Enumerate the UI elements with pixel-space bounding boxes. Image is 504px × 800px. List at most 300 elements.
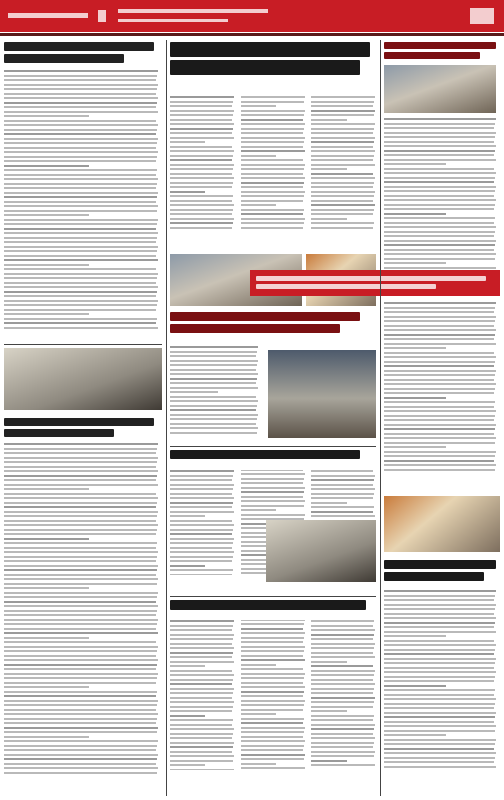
text-line: [170, 688, 234, 690]
text-line: [241, 496, 303, 498]
text-line: [384, 208, 494, 210]
text-line: [311, 191, 375, 193]
text-line: [4, 138, 158, 140]
text-line: [311, 177, 375, 179]
text-line: [170, 387, 258, 389]
text-line: [170, 173, 232, 175]
text-line: [384, 163, 446, 165]
masthead-dateline: [118, 9, 268, 13]
text-line: [384, 595, 495, 597]
text-line: [4, 318, 157, 320]
text-line: [170, 497, 234, 499]
text-line: [170, 742, 234, 744]
text-line: [4, 515, 157, 517]
text-line: [170, 674, 234, 676]
text-line: [4, 264, 89, 266]
text-line: [170, 427, 258, 429]
text-line: [4, 151, 158, 153]
text-line: [241, 159, 303, 161]
text-line: [170, 364, 257, 366]
text-line: [384, 217, 495, 219]
text-line: [170, 155, 233, 157]
text-line: [241, 727, 305, 729]
text-line: [241, 177, 305, 179]
text-line: [170, 697, 232, 699]
text-line: [4, 169, 157, 171]
text-line: [4, 228, 156, 230]
right-photo: [384, 496, 500, 552]
text-line: [311, 719, 373, 721]
text-line: [384, 249, 494, 251]
text-line: [311, 484, 373, 486]
text-line: [241, 700, 305, 702]
text-line: [311, 132, 373, 134]
left-photo-caption: [4, 348, 162, 410]
text-line: [241, 718, 304, 720]
text-line: [170, 409, 256, 411]
masthead-underline: [0, 33, 504, 36]
text-line: [170, 128, 233, 130]
text-line: [241, 632, 305, 634]
text-line: [384, 118, 496, 120]
text-line: [4, 187, 156, 189]
text-line: [311, 186, 373, 188]
text-line: [170, 679, 233, 681]
text-line: [170, 706, 233, 708]
text-line: [384, 424, 496, 426]
text-line: [241, 713, 276, 715]
text-line: [4, 457, 158, 459]
text-line: [170, 565, 205, 567]
text-line: [384, 338, 494, 340]
text-line: [384, 168, 494, 170]
right-story-mid: [384, 302, 500, 490]
text-line: [241, 731, 304, 733]
second-story-photo: [268, 350, 376, 438]
text-line: [4, 120, 156, 122]
text-line: [384, 653, 494, 655]
text-line: [4, 754, 158, 756]
text-line: [311, 204, 375, 206]
text-line: [241, 722, 303, 724]
text-line: [384, 145, 496, 147]
text-line: [4, 295, 156, 297]
text-line: [311, 150, 375, 152]
text-line: [384, 159, 496, 161]
text-line: [170, 661, 234, 663]
text-line: [170, 710, 232, 712]
text-line: [4, 565, 158, 567]
text-line: [170, 547, 232, 549]
text-line: [4, 569, 157, 571]
text-line: [170, 569, 233, 571]
text-line: [170, 634, 234, 636]
text-line: [4, 174, 156, 176]
text-line: [311, 625, 373, 627]
text-line: [311, 502, 346, 504]
text-line: [4, 183, 157, 185]
text-line: [311, 724, 375, 726]
text-line: [4, 88, 157, 90]
text-line: [384, 739, 496, 741]
text-line: [241, 514, 305, 516]
text-line: [311, 647, 374, 649]
text-line: [384, 689, 495, 691]
text-line: [170, 560, 232, 562]
text-line: [241, 222, 304, 224]
text-line: [384, 716, 495, 718]
text-line: [170, 683, 232, 685]
text-line: [241, 218, 305, 220]
text-line: [4, 551, 158, 553]
text-line: [4, 601, 156, 603]
text-line: [384, 721, 494, 723]
text-line: [4, 165, 89, 167]
text-line: [4, 309, 156, 311]
text-line: [170, 123, 234, 125]
text-line: [384, 446, 446, 448]
text-line: [241, 655, 303, 657]
text-line: [4, 156, 157, 158]
text-line: [170, 168, 233, 170]
text-line: [241, 650, 304, 652]
text-line: [241, 150, 305, 152]
text-line: [384, 213, 446, 215]
text-line: [311, 733, 373, 735]
text-line: [311, 173, 373, 175]
text-line: [4, 102, 157, 104]
text-line: [4, 452, 156, 454]
text-line: [4, 686, 89, 688]
text-line: [4, 673, 158, 675]
text-line: [4, 268, 156, 270]
text-line: [384, 604, 496, 606]
text-line: [170, 746, 233, 748]
text-line: [384, 132, 496, 134]
text-line: [384, 442, 495, 444]
text-line: [241, 487, 305, 489]
text-line: [384, 712, 496, 714]
text-line: [311, 164, 375, 166]
text-line: [241, 114, 304, 116]
text-line: [311, 643, 375, 645]
text-line: [4, 578, 158, 580]
text-line: [4, 709, 156, 711]
text-line: [170, 177, 234, 179]
text-line: [384, 199, 496, 201]
text-line: [170, 405, 257, 407]
text-line: [4, 538, 89, 540]
text-line: [4, 587, 89, 589]
text-line: [311, 746, 373, 748]
text-line: [384, 334, 495, 336]
text-line: [384, 730, 495, 732]
left-story-bottom: [4, 418, 162, 796]
text-line: [4, 614, 156, 616]
text-line: [241, 128, 304, 130]
text-line: [384, 743, 495, 745]
text-line: [384, 644, 496, 646]
text-line: [384, 329, 496, 331]
text-line: [384, 356, 496, 358]
text-line: [4, 583, 157, 585]
text-line: [4, 277, 157, 279]
text-line: [384, 253, 496, 255]
text-line: [170, 222, 233, 224]
text-line: [4, 250, 157, 252]
text-line: [4, 300, 158, 302]
text-line: [384, 752, 496, 754]
text-line: [170, 470, 234, 472]
text-line: [241, 195, 304, 197]
text-line: [311, 114, 374, 116]
text-line: [170, 96, 234, 98]
text-line: [4, 205, 158, 207]
text-line: [241, 709, 303, 711]
text-line: [4, 246, 158, 248]
feature-banner-marks: [256, 276, 494, 290]
text-line: [241, 227, 303, 229]
text-line: [384, 676, 495, 678]
text-line: [384, 406, 494, 408]
text-line: [4, 448, 157, 450]
text-line: [241, 96, 305, 98]
text-line: [170, 132, 232, 134]
text-line: [311, 670, 375, 672]
text-line: [241, 204, 276, 206]
text-line: [384, 622, 495, 624]
text-line: [384, 613, 494, 615]
text-line: [4, 691, 157, 693]
text-line: [4, 192, 158, 194]
text-line: [311, 697, 375, 699]
text-line: [170, 432, 257, 434]
text-line: [4, 560, 156, 562]
text-line: [384, 127, 494, 129]
text-line: [311, 515, 375, 517]
text-line: [170, 150, 234, 152]
text-line: [311, 652, 373, 654]
text-line: [4, 704, 157, 706]
text-line: [170, 164, 234, 166]
text-line: [384, 451, 496, 453]
text-line: [170, 701, 234, 703]
masthead-title-mark: [8, 13, 88, 18]
text-line: [4, 628, 156, 630]
text-line: [170, 373, 258, 375]
text-line: [384, 172, 496, 174]
text-line: [384, 195, 494, 197]
text-line: [241, 754, 305, 756]
text-line: [241, 646, 305, 648]
text-line: [311, 213, 373, 215]
text-line: [311, 479, 374, 481]
text-line: [170, 488, 233, 490]
text-line: [384, 599, 494, 601]
second-story-text: [170, 346, 262, 442]
text-line: [4, 700, 158, 702]
text-line: [4, 286, 158, 288]
text-line: [170, 146, 232, 148]
text-line: [384, 307, 495, 309]
text-line: [384, 190, 495, 192]
text-line: [384, 464, 496, 466]
text-line: [241, 668, 303, 670]
text-line: [311, 159, 373, 161]
text-line: [4, 533, 156, 535]
text-line: [170, 209, 233, 211]
text-line: [170, 506, 232, 508]
text-line: [4, 75, 157, 77]
text-line: [311, 155, 374, 157]
text-line: [241, 628, 303, 630]
text-line: [4, 196, 157, 198]
text-line: [384, 761, 494, 763]
text-line: [4, 655, 156, 657]
text-line: [4, 237, 157, 239]
text-line: [4, 695, 156, 697]
text-line: [4, 722, 156, 724]
text-line: [311, 101, 374, 103]
text-line: [170, 755, 234, 757]
text-line: [241, 491, 304, 493]
text-line: [384, 748, 494, 750]
text-line: [4, 646, 158, 648]
text-line: [170, 629, 232, 631]
text-line: [384, 370, 496, 372]
text-line: [384, 649, 495, 651]
text-line: [170, 533, 232, 535]
text-line: [384, 685, 446, 687]
text-line: [384, 388, 495, 390]
third-story-photo: [266, 520, 376, 582]
text-line: [384, 698, 496, 700]
text-line: [170, 719, 233, 721]
text-line: [170, 378, 257, 380]
text-line: [170, 479, 232, 481]
text-line: [241, 500, 305, 502]
text-line: [170, 159, 232, 161]
text-line: [4, 731, 157, 733]
text-line: [311, 701, 374, 703]
text-line: [4, 232, 158, 234]
text-line: [311, 710, 346, 712]
text-line: [170, 670, 232, 672]
text-line: [384, 186, 496, 188]
text-line: [170, 520, 232, 522]
text-line: [4, 255, 156, 257]
text-line: [4, 542, 157, 544]
text-line: [4, 488, 89, 490]
text-line: [4, 178, 158, 180]
text-line: [311, 688, 374, 690]
text-line: [4, 313, 89, 315]
text-line: [4, 475, 157, 477]
text-line: [241, 191, 305, 193]
text-line: [4, 201, 156, 203]
text-line: [384, 680, 494, 682]
text-line: [241, 704, 304, 706]
text-line: [170, 551, 234, 553]
text-line: [170, 191, 205, 193]
text-line: [384, 311, 494, 313]
text-line: [241, 749, 303, 751]
text-line: [384, 667, 494, 669]
text-line: [170, 724, 232, 726]
text-line: [4, 70, 158, 72]
text-line: [4, 664, 157, 666]
text-line: [241, 659, 305, 661]
text-line: [4, 129, 157, 131]
text-line: [241, 186, 303, 188]
text-line: [384, 258, 495, 260]
text-line: [311, 222, 374, 224]
text-line: [241, 691, 304, 693]
text-line: [384, 469, 495, 471]
text-line: [311, 620, 374, 622]
text-line: [4, 740, 158, 742]
text-line: [311, 488, 375, 490]
page-number-mark: [470, 8, 494, 24]
text-line: [170, 665, 205, 667]
text-line: [311, 123, 375, 125]
text-line: [4, 493, 156, 495]
text-line: [170, 511, 234, 513]
text-line: [384, 658, 496, 660]
text-line: [384, 141, 494, 143]
text-line: [4, 619, 158, 621]
text-line: [4, 718, 157, 720]
text-line: [384, 631, 496, 633]
text-line: [4, 223, 157, 225]
text-line: [4, 547, 156, 549]
left-story-top: [4, 42, 162, 342]
text-line: [170, 493, 232, 495]
text-line: [170, 396, 256, 398]
text-line: [384, 240, 496, 242]
text-line: [170, 715, 205, 717]
text-line: [384, 352, 494, 354]
text-line: [4, 79, 156, 81]
text-line: [170, 141, 205, 143]
text-line: [384, 204, 495, 206]
text-line: [170, 360, 258, 362]
text-line: [170, 647, 234, 649]
text-line: [241, 767, 305, 769]
text-line: [384, 433, 494, 435]
text-line: [4, 259, 158, 261]
text-line: [384, 419, 494, 421]
text-line: [170, 733, 233, 735]
text-line: [384, 374, 495, 376]
text-line: [4, 443, 158, 445]
text-line: [384, 401, 495, 403]
text-line: [311, 683, 375, 685]
text-line: [311, 674, 374, 676]
text-line: [170, 101, 233, 103]
text-line: [311, 218, 346, 220]
text-line: [311, 629, 375, 631]
text-line: [4, 124, 158, 126]
text-line: [384, 136, 495, 138]
text-line: [241, 763, 276, 765]
text-line: [384, 725, 496, 727]
text-line: [384, 766, 496, 768]
text-line: [4, 461, 157, 463]
right-story-top: [384, 42, 500, 290]
text-line: [170, 625, 233, 627]
text-line: [170, 351, 257, 353]
